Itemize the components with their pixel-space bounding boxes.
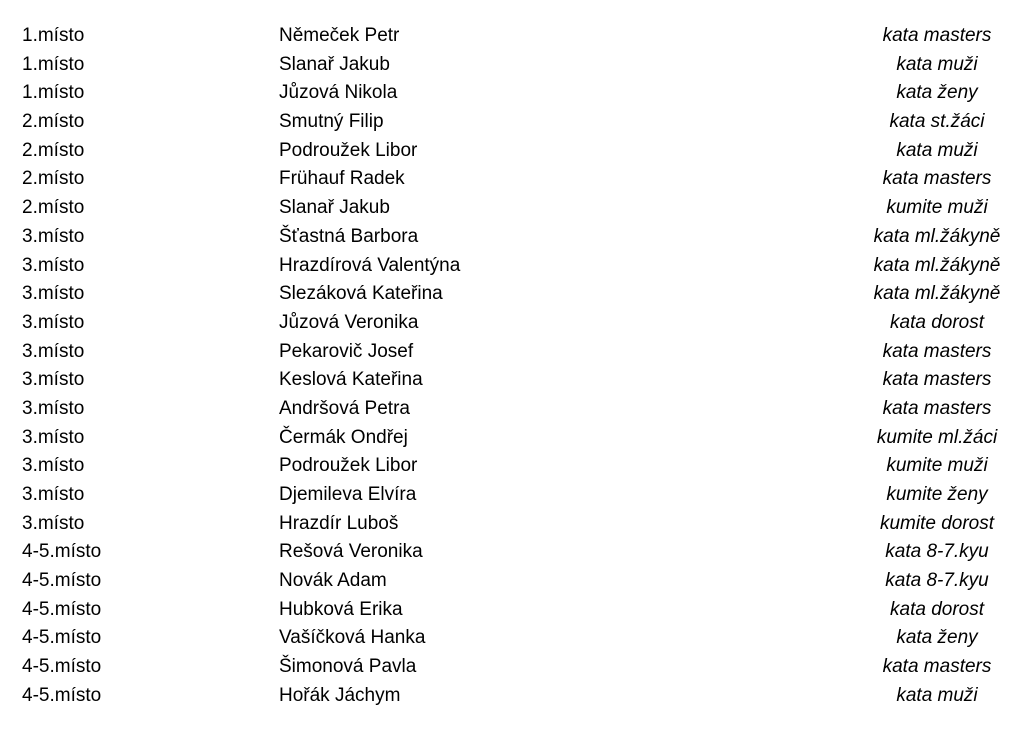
competitor-name-cell: Slezáková Kateřina bbox=[279, 283, 443, 305]
result-row bbox=[0, 108, 1024, 137]
place-cell: 4-5.místo bbox=[22, 541, 102, 563]
competitor-name-cell: Podroužek Libor bbox=[279, 139, 418, 161]
place-cell: 4-5.místo bbox=[22, 684, 102, 706]
place-cell: 3.místo bbox=[22, 397, 85, 419]
result-row bbox=[0, 682, 1024, 711]
result-row bbox=[0, 481, 1024, 510]
competitor-name-cell: Šťastná Barbora bbox=[279, 225, 419, 247]
result-row bbox=[0, 395, 1024, 424]
category-cell: kumite muži bbox=[886, 197, 988, 219]
result-row bbox=[0, 510, 1024, 539]
category-cell: kata ml.žákyně bbox=[873, 254, 1001, 276]
result-row bbox=[0, 567, 1024, 596]
place-cell: 1.místo bbox=[22, 53, 85, 75]
place-cell: 3.místo bbox=[22, 340, 85, 362]
category-cell: kata dorost bbox=[890, 311, 984, 333]
competitor-name-cell: Smutný Filip bbox=[279, 111, 384, 133]
competitor-name-cell: Čermák Ondřej bbox=[279, 426, 408, 448]
category-cell: kumite ženy bbox=[886, 484, 988, 505]
category-cell: kata masters bbox=[882, 340, 992, 362]
result-row bbox=[0, 538, 1024, 567]
category-cell: kumite dorost bbox=[879, 512, 995, 534]
competitor-name-cell: Hubková Erika bbox=[279, 598, 403, 620]
result-row bbox=[0, 51, 1024, 80]
result-row bbox=[0, 280, 1024, 309]
place-cell: 3.místo bbox=[22, 311, 85, 333]
competitor-name-cell: Rešová Veronika bbox=[279, 541, 423, 563]
place-cell: 4-5.místo bbox=[22, 598, 102, 620]
place-cell: 3.místo bbox=[22, 225, 85, 247]
competitor-name-cell: Hrazdírová Valentýna bbox=[279, 254, 461, 276]
competitor-name-cell: Pekarovič Josef bbox=[279, 340, 414, 362]
category-cell: kata 8-7.kyu bbox=[885, 570, 989, 592]
place-cell: 3.místo bbox=[22, 254, 85, 276]
place-cell: 2.místo bbox=[22, 111, 85, 133]
category-cell: kumite muži bbox=[886, 455, 988, 477]
place-cell: 1.místo bbox=[22, 82, 85, 104]
category-cell: kata muži bbox=[896, 53, 978, 75]
place-cell: 4-5.místo bbox=[22, 627, 102, 649]
competitor-name-cell: Novák Adam bbox=[279, 570, 387, 592]
result-row bbox=[0, 137, 1024, 166]
result-row bbox=[0, 653, 1024, 682]
result-row bbox=[0, 309, 1024, 338]
place-cell: 2.místo bbox=[22, 168, 85, 190]
category-cell: kata 8-7.kyu bbox=[885, 541, 989, 563]
result-row bbox=[0, 79, 1024, 108]
result-row bbox=[0, 22, 1024, 51]
result-row bbox=[0, 338, 1024, 367]
category-cell: kata masters bbox=[882, 397, 992, 419]
competitor-name-cell: Šimonová Pavla bbox=[279, 656, 417, 678]
category-cell: kata masters bbox=[882, 369, 992, 391]
place-cell: 3.místo bbox=[22, 426, 85, 448]
competitor-name-cell: Slanař Jakub bbox=[279, 53, 390, 75]
place-cell: 3.místo bbox=[22, 283, 85, 305]
competitor-name-cell: Jůzová Veronika bbox=[279, 311, 419, 333]
category-cell: kata masters bbox=[882, 168, 992, 190]
result-row bbox=[0, 223, 1024, 252]
category-cell: kumite ml.žáci bbox=[876, 426, 998, 448]
result-row bbox=[0, 452, 1024, 481]
place-cell: 3.místo bbox=[22, 484, 85, 505]
category-cell: kata ženy bbox=[896, 627, 978, 649]
category-cell: kata masters bbox=[882, 25, 992, 46]
competitor-name-cell: Hořák Jáchym bbox=[279, 684, 401, 706]
place-cell: 4-5.místo bbox=[22, 656, 102, 678]
result-row bbox=[0, 194, 1024, 223]
result-row bbox=[0, 424, 1024, 453]
competitor-name-cell: Jůzová Nikola bbox=[279, 82, 398, 104]
category-cell: kata ženy bbox=[896, 82, 978, 104]
place-cell: 3.místo bbox=[22, 455, 85, 477]
competitor-name-cell: Slanař Jakub bbox=[279, 197, 390, 219]
result-row bbox=[0, 596, 1024, 625]
place-cell: 2.místo bbox=[22, 197, 85, 219]
competitor-name-cell: Frühauf Radek bbox=[279, 168, 405, 190]
category-cell: kata ml.žákyně bbox=[873, 283, 1001, 305]
competitor-name-cell: Vašíčková Hanka bbox=[279, 627, 426, 649]
competitor-name-cell: Djemileva Elvíra bbox=[279, 484, 417, 505]
place-cell: 3.místo bbox=[22, 369, 85, 391]
category-cell: kata muži bbox=[896, 684, 978, 706]
result-row bbox=[0, 366, 1024, 395]
competitor-name-cell: Podroužek Libor bbox=[279, 455, 418, 477]
competitor-name-cell: Andršová Petra bbox=[279, 397, 410, 419]
category-cell: kata masters bbox=[882, 656, 992, 678]
competitor-name-cell: Keslová Kateřina bbox=[279, 369, 423, 391]
place-cell: 4-5.místo bbox=[22, 570, 102, 592]
category-cell: kata dorost bbox=[890, 598, 984, 620]
results-table bbox=[0, 22, 1024, 711]
competitor-name-cell: Hrazdír Luboš bbox=[279, 512, 399, 534]
competitor-name-cell: Němeček Petr bbox=[279, 25, 400, 46]
place-cell: 3.místo bbox=[22, 512, 85, 534]
result-row bbox=[0, 252, 1024, 281]
place-cell: 1.místo bbox=[22, 25, 85, 46]
category-cell: kata st.žáci bbox=[889, 111, 985, 133]
result-row bbox=[0, 624, 1024, 653]
category-cell: kata muži bbox=[896, 139, 978, 161]
place-cell: 2.místo bbox=[22, 139, 85, 161]
category-cell: kata ml.žákyně bbox=[873, 225, 1001, 247]
result-row bbox=[0, 165, 1024, 194]
